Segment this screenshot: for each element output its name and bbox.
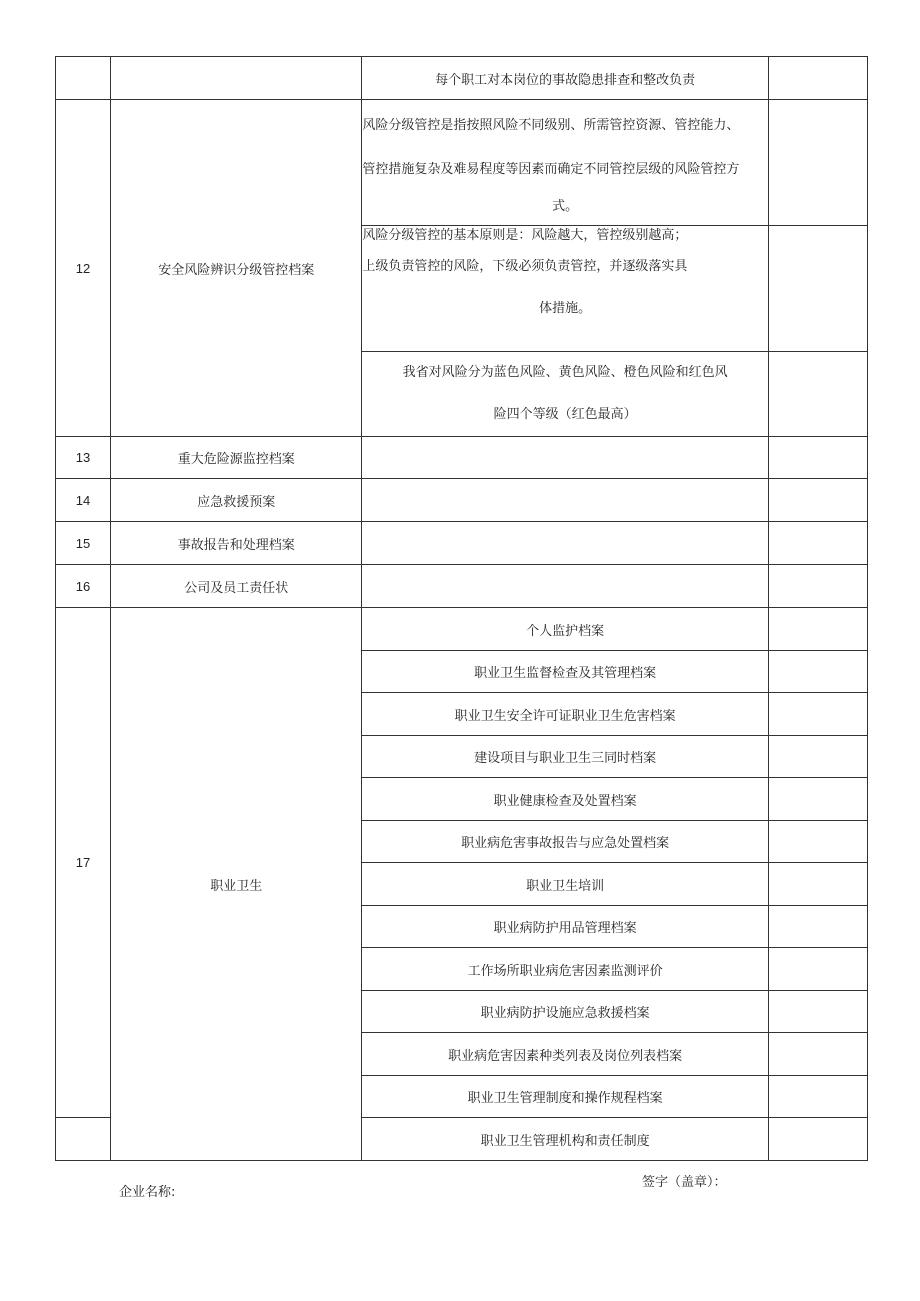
row-number-cell	[56, 57, 111, 100]
content-cell	[362, 100, 769, 226]
content-cell	[362, 522, 769, 565]
item-cell	[111, 57, 362, 100]
row-number-cell: 14	[56, 479, 111, 522]
content-cell	[362, 226, 769, 352]
table-row	[56, 57, 868, 100]
check-cell	[768, 693, 867, 736]
content-cell: 职业病防护设施应急救援档案	[362, 991, 769, 1033]
table-row	[56, 437, 868, 479]
table-row	[56, 522, 868, 565]
item-cell: 事故报告和处理档案	[111, 522, 362, 565]
content-line: 我省对风险分为蓝色风险、黄色风险、橙色风险和红色风	[402, 365, 728, 380]
content-cell	[362, 437, 769, 479]
item-cell: 应急救援预案	[111, 479, 362, 522]
item-cell: 公司及员工责任状	[111, 565, 362, 608]
content-cell: 职业病防护用品管理档案	[362, 906, 769, 948]
item-cell: 职业卫生	[111, 608, 362, 1161]
content-cell: 职业病危害因素种类列表及岗位列表档案	[362, 1033, 769, 1076]
check-cell	[768, 948, 867, 991]
content-cell: 职业卫生培训	[362, 863, 769, 906]
content-cell	[362, 352, 769, 437]
content-cell: 职业卫生监督检查及其管理档案	[362, 651, 769, 693]
check-cell	[768, 1118, 867, 1161]
table-row	[56, 479, 868, 522]
check-cell	[768, 736, 867, 778]
check-cell	[768, 522, 867, 565]
content-cell: 个人监护档案	[362, 608, 769, 651]
check-cell	[768, 57, 867, 100]
content-line: 风险分级管控的基本原则是：风险越大，管控级别越高；	[362, 228, 688, 243]
check-cell	[768, 821, 867, 863]
check-cell	[768, 1033, 867, 1076]
check-cell	[768, 991, 867, 1033]
company-name-label: 企业名称:	[119, 1185, 176, 1200]
content-cell	[362, 565, 769, 608]
content-cell: 职业卫生管理机构和责任制度	[362, 1118, 769, 1161]
content-line: 体措施。	[539, 301, 592, 316]
content-line: 上级负责管控的风险，下级必须负责管控，并逐级落实具	[362, 259, 688, 274]
content-line: 风险分级管控是指按照风险不同级别、所需管控资源、管控能力、	[362, 117, 740, 133]
check-cell	[768, 565, 867, 608]
check-cell	[768, 778, 867, 821]
check-cell	[768, 226, 867, 352]
check-cell	[768, 651, 867, 693]
table-row	[56, 100, 868, 226]
row-number-cell: 17	[56, 608, 111, 1118]
check-cell	[768, 608, 867, 651]
content-cell: 职业健康检查及处置档案	[362, 778, 769, 821]
content-cell: 工作场所职业病危害因素监测评价	[362, 948, 769, 991]
row-number-cell: 13	[56, 437, 111, 479]
item-cell: 安全风险辨识分级管控档案	[111, 100, 362, 437]
content-line: 险四个等级（红色最高）	[493, 407, 637, 422]
table-row	[56, 608, 868, 651]
row-number-cell: 15	[56, 522, 111, 565]
content-cell	[362, 479, 769, 522]
content-line: 管控措施复杂及难易程度等因素而确定不同管控层级的风险管控方	[362, 161, 740, 177]
check-cell	[768, 1076, 867, 1118]
item-cell: 重大危险源监控档案	[111, 437, 362, 479]
check-cell	[768, 479, 867, 522]
content-cell: 职业卫生安全许可证职业卫生危害档案	[362, 693, 769, 736]
check-cell	[768, 352, 867, 437]
check-cell	[768, 863, 867, 906]
content-line: 式。	[552, 198, 579, 214]
content-cell: 职业卫生管理制度和操作规程档案	[362, 1076, 769, 1118]
content-cell: 职业病危害事故报告与应急处置档案	[362, 821, 769, 863]
row-number-cell: 12	[56, 100, 111, 437]
archive-table	[55, 56, 868, 1161]
signature-label: 签字（盖章）：	[642, 1175, 727, 1190]
row-number-cell: 16	[56, 565, 111, 608]
check-cell	[768, 100, 867, 226]
table-row	[56, 565, 868, 608]
check-cell	[768, 906, 867, 948]
content-cell: 建设项目与职业卫生三同时档案	[362, 736, 769, 778]
content-cell: 每个职工对本岗位的事故隐患排查和整改负责	[362, 57, 769, 100]
row-number-cell	[56, 1118, 111, 1161]
check-cell	[768, 437, 867, 479]
